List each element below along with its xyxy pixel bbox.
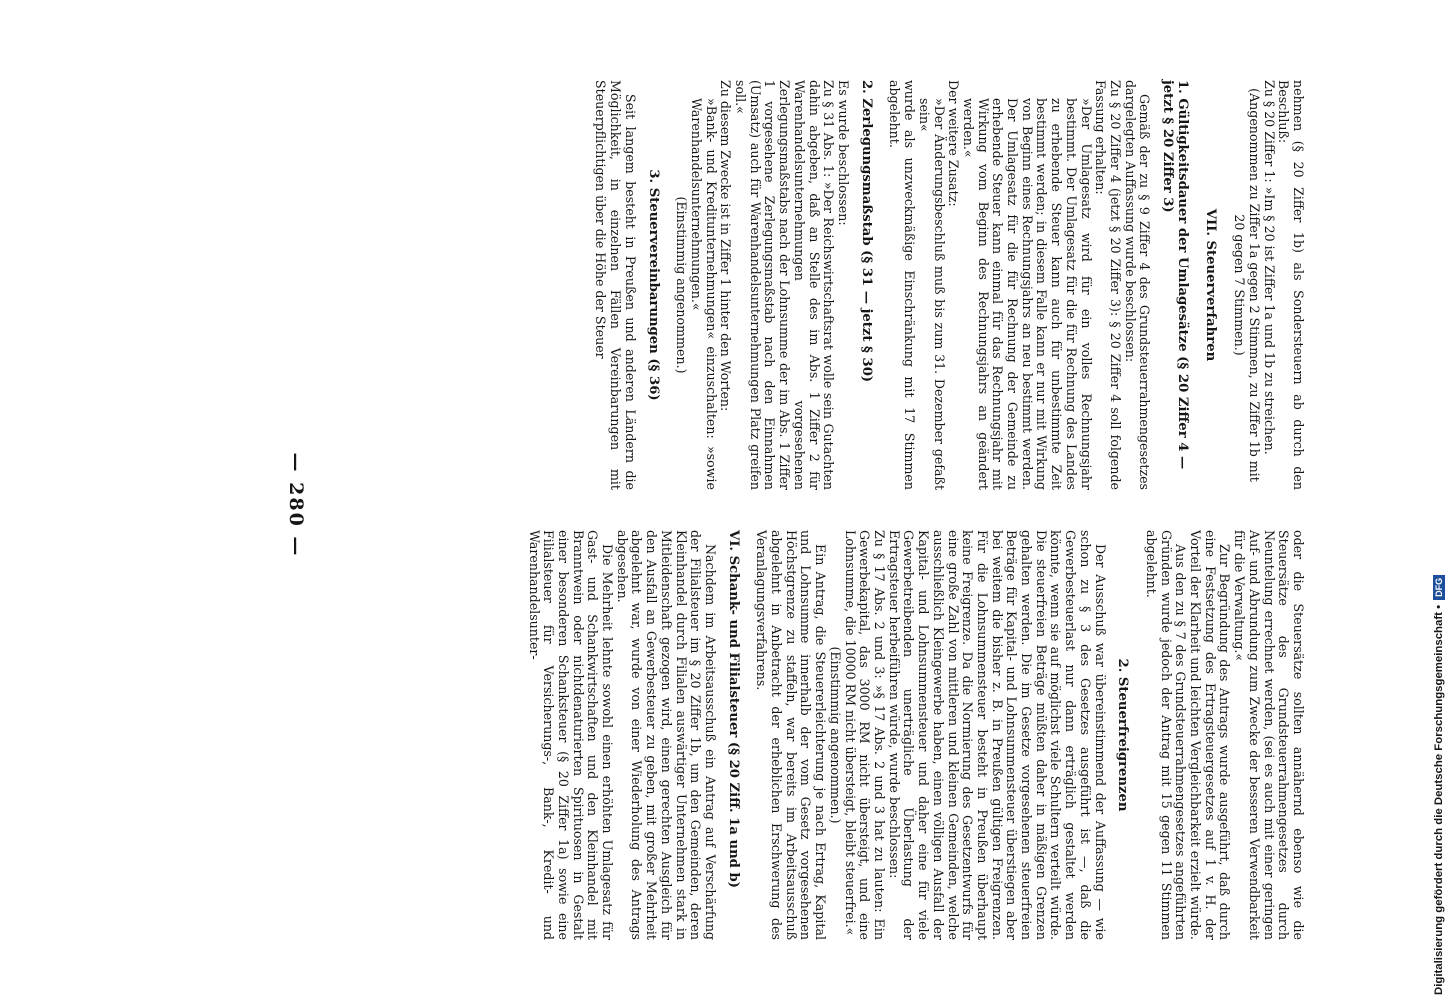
paragraph: Zu § 17 Abs. 2 und 3: »§ 17 Abs. 2 und 3 hat zu lauten: Ein Gewerbekapital, das 3000 RM nicht übersteigt, und eine Lohnsumme, die 10000 RM nicht übersteigt, bleibt steuerfrei.«: [842, 530, 888, 940]
section-heading: 1. Gültigkeitsdauer der Umlagesätze (§ 20 Ziffer 4 — jetzt § 20 Ziffer 3): [1160, 80, 1190, 470]
paragraph: Zu § 31 Abs. 1: »Der Reichswirtschaftsrat wolle sein Gutachten dahin abgeben, daß an Stelle des im Abs. 1 Ziffer 2 für Warenhandelsunternehmungen vorgesehenen Zerlegungsmaßstabs nach der Lohnsumme der im Abs. 1 Ziffer 1 vorgesehene Zerlegungsmaßstab nach den Einnahmen (Umsatz) auch für Warenhandelsunternehmungen Platz greifen soll.«: [733, 80, 837, 490]
paragraph: Zur Begründung des Antrags wurde ausgeführt, daß durch eine Festsetzung des Ertragsteuergesetzes auf 1 v. H. der Vorteil der Klarheit und leichten Vergleichbarkeit erzielt würde.: [1188, 530, 1233, 940]
paragraph: »Bank- und Kreditunternehmungen« einzuschalten: »sowie Warenhandelsunternehmungen.«: [688, 98, 719, 490]
paragraph: (Angenommen zu Ziffer 1a gegen 2 Stimmen, zu Ziffer 1b mit 20 gegen 7 Stimmen.): [1232, 88, 1262, 482]
section-heading: 2. Steuerfreigrenzen: [1115, 658, 1131, 812]
paragraph: oder die Steuersätze sollten annähernd ebenso wie die Steuersätze des Grundsteuerrahmengesetzes durch Neuntelung errechnet werden, (sei es auch mit einer geringen Auf- und Abrundung zum Zwecke der besseren Verwendbarkeit für die Verwaltung.«: [1232, 530, 1306, 940]
paragraph: (Einstimmig angenommen.): [674, 196, 690, 374]
left-text-column: [526, 530, 1305, 940]
digitization-credit-strip: [1406, 0, 1445, 1000]
section-heading: 3. Steuervereinbarungen (§ 36): [645, 169, 661, 401]
paragraph: Gemäß der zu § 9 Ziffer 4 des Grundsteuerrahmengesetzes dargelegten Auffassung wurde beschlossen:: [1122, 80, 1153, 490]
paragraph: Die Mehrheit lehnte sowohl einen erhöhten Umlagesatz für Gast- und Schankwirtschaften und den Kleinhandel mit Branntwein oder nichtdenaturierten Spirituosen in Gestalt einer besonderen Schanksteuer (§ 20 Ziffer 1a) sowie eine Filialsteuer für Versicherungs-, Bank-, Kredit- und Warenhandelsunter-: [526, 530, 616, 940]
paragraph: Der Ausschuß war übereinstimmend der Auffassung — wie schon zu § 3 des Gesetzes ausgeführt ist —, daß die Gewerbesteuerlast nur dann erträglich gestaltet werden könnte, wenn sie auf möglichst viele Schultern verteilt würde. Die steuerfreien Beträge müßten daher in mäßigen Grenzen gehalten werden. Die im Gesetze vorgesehenen steuerfreien Beträge für Kapital- und Lohnsummensteuer überstiegen aber bei weitem die bisher z. B. in Preußen gültigen Freigrenzen. Für die Lohnsummensteuer besteht in Preußen überhaupt keine Freigrenze. Da die Normierung des Gesetzentwurfs für eine große Zahl von mittleren und kleinen Gemeinden, welche ausschließlich Kleingewerbe haben, einen völligen Ausfall der Kapital- und Lohnsummensteuer und daher eine für viele Gewerbetreibenden unerträgliche Überlastung der Ertragsteuer herbeiführen würde, wurde beschlossen:: [886, 530, 1108, 940]
paragraph: nehmen (§ 20 Ziffer 1b) als Sondersteuern ab durch den Beschluß:: [1276, 80, 1306, 490]
paragraph: Seit langem besteht in Preußen und anderen Ländern die Möglichkeit, in einzelnen Fällen Vereinbarungen mit Steuerpflichtigen über die Höhe der Steuer: [593, 80, 638, 490]
section-heading: 2. Zerlegungsmaßstab (§ 31 — jetzt § 30): [858, 80, 874, 383]
paragraph: Es wurde beschlossen:: [836, 80, 852, 226]
paragraph: Zu § 20 Ziffer 1: »Im § 20 ist Ziffer 1a und 1b zu streichen.: [1261, 80, 1277, 455]
paragraph: Ein Antrag, die Steuererleichterung je nach Ertrag, Kapital und Lohnsumme innerhalb der vom Gesetz vorgesehenen Höchstgrenze zu staffeln, war bereits im Arbeitsausschuß abgelehnt in Anbetracht der erheblichen Erschwerung des Veranlagungsverfahrens.: [754, 530, 829, 940]
section-heading: VI. Schank- und Filialsteuer (§ 20 Ziff. 1a und b): [725, 530, 741, 888]
paragraph: Der weitere Zusatz:: [946, 80, 962, 207]
section-heading: VII. Steuerverfahren: [1203, 208, 1219, 362]
paragraph: »Der Änderungsbeschluß muß bis zum 31. Dezember gefaßt sein«: [916, 98, 947, 490]
paragraph: Aus den zu § 7 des Grundsteuerrahmengesetzes angeführten Gründen wurde jedoch der Antrag mit 15 gegen 11 Stimmen abgelehnt.: [1143, 530, 1189, 940]
digitization-credit-text: [1426, 35, 1452, 995]
paragraph: Nachdem im Arbeitsausschuß ein Antrag auf Verschärfung der Filialsteuer im § 20 Ziffer 1b, um den Gemeinden, deren Kleinhandel durch Filialen auswärtiger Unternehmen stark in Mitleidenschaft gezogen wird, einen gerechten Ausgleich für den Ausfall an Gewerbesteuer zu geben, mit großer Mehrheit abgelehnt war, wurde von einer Wiederholung des Antrags abgesehen.: [614, 530, 718, 940]
paragraph: (Einstimmig angenommen.): [827, 646, 843, 824]
paragraph: Zu diesem Zwecke ist in Ziffer 1 hinter den Worten:: [718, 80, 734, 412]
credit-label: Digitalisierung gefördert durch die Deutsche Forschungsgemeinschaft •: [1433, 604, 1445, 995]
paragraph: Zu § 20 Ziffer 4 (jetzt § 20 Ziffer 3): § 20 Ziffer 4 soll folgende Fassung erhalten:: [1093, 80, 1123, 490]
page-number: — 280 —: [285, 452, 307, 558]
dfg-logo: DFG: [1433, 575, 1445, 600]
paragraph: wurde als unzweckmäßige Einschränkung mit 17 Stimmen abgelehnt.: [887, 80, 918, 490]
right-text-column: [593, 80, 1305, 490]
paragraph: »Der Umlagesatz wird für ein volles Rechnungsjahr bestimmt. Der Umlagesatz für die für Rechnung des Landes zu erhebende Steuer kann auch für unbestimmte Zeit bestimmt werden; in diesem Falle kann er nur mit Wirkung von Beginn eines Rechnungsjahrs an neu bestimmt werden. Der Umlagesatz für die für Rechnung der Gemeinde zu erhebende Steuer kann einmal für das Rechnungsjahr mit Wirkung vom Beginn des Rechnungsjahrs an geändert werden.«: [960, 98, 1094, 490]
